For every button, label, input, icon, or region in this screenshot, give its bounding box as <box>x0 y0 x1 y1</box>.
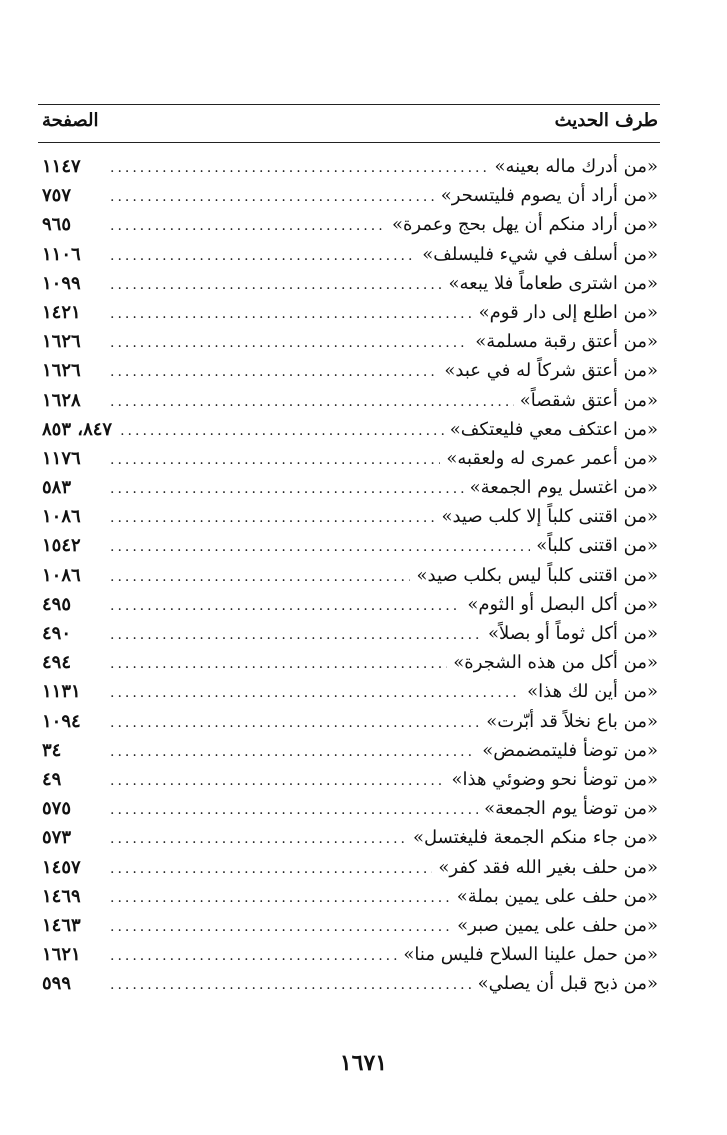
hadith-text: «من اقتنى كلباً» <box>536 535 658 557</box>
list-item <box>42 677 658 706</box>
list-item <box>42 853 658 882</box>
page-ref: ١٠٨٦ <box>42 564 81 586</box>
list-item <box>42 415 658 444</box>
list-item <box>42 823 658 852</box>
list-item <box>42 794 658 823</box>
hadith-text: «من أدرك ماله بعينه» <box>494 156 658 177</box>
hadith-text: «من توضأ نحو وضوئي هذا» <box>451 768 658 790</box>
dot-leader <box>110 796 478 825</box>
hadith-text: «من أراد أن يصوم فليتسحر» <box>440 185 658 207</box>
list-item <box>42 269 658 298</box>
hadith-text: «من اشترى طعاماً فلا يبعه» <box>448 272 658 294</box>
list-item <box>42 473 658 502</box>
page-ref: ٥٧٣ <box>42 827 72 849</box>
page-number: ١٦٧١ <box>339 1050 388 1076</box>
list-item <box>42 444 658 473</box>
list-item <box>42 940 658 969</box>
dot-leader <box>110 504 435 533</box>
dot-leader <box>110 446 440 475</box>
list-item <box>42 327 658 356</box>
page-ref: ٣٤ <box>42 739 62 761</box>
dot-leader <box>110 592 461 621</box>
page-ref: ١٥٤٢ <box>42 535 81 557</box>
dot-leader <box>110 154 488 183</box>
page-ref: ١٦٢٨ <box>42 389 81 411</box>
hadith-text: «من اغتسل يوم الجمعة» <box>469 477 658 499</box>
dot-leader <box>110 388 514 417</box>
list-item <box>42 736 658 765</box>
list-item <box>42 240 658 269</box>
list-item <box>42 181 658 210</box>
dot-leader <box>110 767 446 796</box>
hadith-text: «من اطلع إلى دار قوم» <box>478 301 658 323</box>
list-item <box>42 590 658 619</box>
hadith-text: «من اقتنى كلباً ليس بكلب صيد» <box>416 564 658 586</box>
page-ref: ١٤٦٣ <box>42 914 81 936</box>
dot-leader <box>120 417 444 446</box>
page-ref: ٤٩ <box>42 768 62 790</box>
header-top-rule <box>38 104 660 105</box>
hadith-text: «من توضأ فليتمضمض» <box>482 739 658 761</box>
page-ref: ١٦٢٦ <box>42 331 81 353</box>
page-ref: ٧٥٧ <box>42 185 72 207</box>
dot-leader <box>110 738 476 767</box>
hadith-text: «من حلف على يمين بملة» <box>456 885 658 907</box>
dot-leader <box>110 242 416 271</box>
page-ref: ١٤٦٩ <box>42 885 81 907</box>
dot-leader <box>110 475 464 504</box>
page-ref: ٤٩٤ <box>42 652 72 674</box>
hadith-text: «من حلف على يمين صبر» <box>457 914 658 936</box>
dot-leader <box>110 271 442 300</box>
hadith-text: «من أعتق شقصاً» <box>519 389 658 411</box>
list-item <box>42 969 658 998</box>
page-ref: ١١٠٦ <box>42 243 81 265</box>
table-header <box>42 110 658 136</box>
page-ref: ٥٧٥ <box>42 798 72 820</box>
hadith-text: «من توضأ يوم الجمعة» <box>484 798 658 820</box>
hadith-text: «من أعتق رقبة مسلمة» <box>475 331 658 353</box>
page-ref: ١٠٩٤ <box>42 710 81 732</box>
hadith-text: «من باع نخلاً قد أبّرت» <box>486 710 658 732</box>
list-item <box>42 502 658 531</box>
page-ref: ٥٨٣ <box>42 477 72 499</box>
hadith-text: «من حمل علينا السلاح فليس منا» <box>403 944 658 966</box>
page-ref: ١١٧٦ <box>42 447 81 469</box>
list-item <box>42 619 658 648</box>
header-bottom-rule <box>38 142 660 143</box>
list-item <box>42 152 658 181</box>
hadith-text: «من أكل البصل أو الثوم» <box>467 593 658 615</box>
dot-leader <box>110 650 447 679</box>
page-ref: ١٦٢٦ <box>42 360 81 382</box>
list-item <box>42 386 658 415</box>
list-item <box>42 882 658 911</box>
hadith-text: «من أكل ثوماً أو بصلاً» <box>488 623 658 644</box>
dot-leader <box>110 300 473 329</box>
page-ref: ١٤٢١ <box>42 301 81 323</box>
page-ref: ٨٤٧، ٨٥٣ <box>42 418 113 440</box>
dot-leader <box>110 709 480 738</box>
dot-leader <box>110 533 530 562</box>
list-item <box>42 707 658 736</box>
dot-leader <box>110 855 432 884</box>
dot-leader <box>110 358 438 387</box>
page-ref: ٥٩٩ <box>42 973 72 995</box>
list-item <box>42 765 658 794</box>
dot-leader <box>110 212 386 241</box>
dot-leader <box>110 942 397 971</box>
hadith-index-list <box>42 152 658 998</box>
page-ref: ١٤٥٧ <box>42 856 81 878</box>
dot-leader <box>110 913 451 942</box>
page-ref: ٤٩٥ <box>42 593 72 615</box>
hadith-text: «من ذبح قبل أن يصلي» <box>477 973 658 995</box>
dot-leader <box>110 679 521 708</box>
dot-leader <box>110 884 451 913</box>
hadith-text: «من أراد منكم أن يهل بحج وعمرة» <box>391 214 658 236</box>
hadith-text: «من اعتكف معي فليعتكف» <box>449 418 658 440</box>
list-item <box>42 911 658 940</box>
list-item <box>42 356 658 385</box>
hadith-text: «من حلف بغير الله فقد كفر» <box>438 856 658 878</box>
page-ref: ٩٦٥ <box>42 214 72 236</box>
list-item <box>42 210 658 239</box>
page-ref: ١٦٢١ <box>42 944 81 966</box>
list-item <box>42 561 658 590</box>
hadith-text: «من أين لك هذا» <box>527 681 658 703</box>
page-ref: ١٠٩٩ <box>42 272 81 294</box>
page-ref: ١١٣١ <box>42 681 81 703</box>
hadith-text: «من أسلف في شيء فليسلف» <box>422 243 658 265</box>
column-title-page: الصفحة <box>42 110 99 131</box>
page-ref: ٤٩٠ <box>42 623 72 644</box>
column-title-hadith: طرف الحديث <box>554 110 658 131</box>
hadith-text: «من أعتق شركاً له في عبد» <box>444 360 658 382</box>
dot-leader <box>110 563 410 592</box>
dot-leader <box>110 825 407 854</box>
list-item <box>42 531 658 560</box>
hadith-text: «من اقتنى كلباً إلا كلب صيد» <box>441 506 658 528</box>
hadith-text: «من جاء منكم الجمعة فليغتسل» <box>413 827 658 849</box>
hadith-text: «من أكل من هذه الشجرة» <box>453 652 658 674</box>
dot-leader <box>110 621 482 650</box>
list-item <box>42 648 658 677</box>
dot-leader <box>110 329 469 358</box>
hadith-text: «من أعمر عمرى له ولعقبه» <box>446 447 658 469</box>
list-item <box>42 298 658 327</box>
page-ref: ١٠٨٦ <box>42 506 81 528</box>
page-ref: ١١٤٧ <box>42 156 81 177</box>
dot-leader <box>110 971 472 1000</box>
dot-leader <box>110 183 435 212</box>
